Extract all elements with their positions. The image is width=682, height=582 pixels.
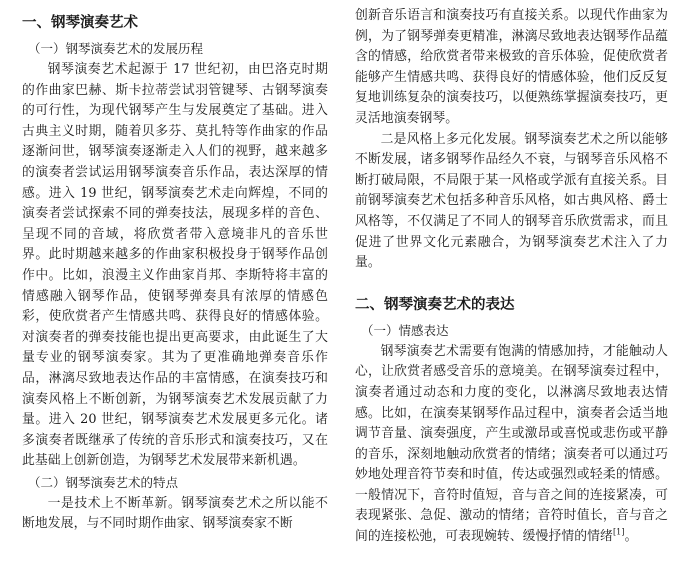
subsection-heading-3: （一）情感表达	[361, 322, 449, 338]
paragraph-features-start: 一是技术上不断革新。钢琴演奏艺术之所以能不断地发展，与不同时期作曲家、钢琴演奏家不断	[22, 495, 328, 532]
paragraph-history: 钢琴演奏艺术起源于 17 世纪初，由巴洛克时期的作曲家巴赫、斯卡拉蒂尝试羽管键琴、古钢琴演奏的可行性，为现代钢琴产生与发展奠定了基础。进入古典主义时期，随着贝多芬、莫扎特等作曲家的作品逐渐问世，钢琴演奏逐渐走入人们的视野，越来越多的演奏者尝试运用钢琴演奏音乐作品，表达深厚的情感。进入 19 世纪，钢琴演奏艺术走向辉煌，不同的演奏者尝试探索不同的弹奏技法，展现多样的音色、呈现不同的音域，将欣赏者带入意境非凡的音乐世界。此时期越来越多的作曲家积极投身于钢琴作品创作中。比如，浪漫主义作曲家肖邦、李斯特将丰富的情感融入钢琴作品，使钢琴弹奏具有浓厚的情感色彩，使欣赏者产生情感共鸣、获得良好的情感体验。对演奏者的弹奏技能也提出更高要求，由此诞生了大量专业的钢琴演奏家。其为了更准确地弹奏音乐作品，淋漓尽致地表达作品的丰富情感，在演奏技巧和演奏风格上不断创新，为钢琴演奏艺术发展贡献了力量。进入 20 世纪，钢琴演奏艺术发展更多元化。诸多演奏者既继承了传统的音乐形式和演奏技巧，又在此基础上创新创造，为钢琴艺术发展带来新机遇。	[22, 62, 328, 469]
right-column	[355, 6, 668, 548]
paragraph-features-cont: 创新音乐语言和演奏技巧有直接关系。以现代作曲家为例，为了钢琴弹奏更精准，淋漓尽致地表达钢琴作品蕴含的情感，给欣赏者带来极致的音乐体验，促使欣赏者能够产生情感共鸣、获得良好的情感体验，他们反反复复地训练复杂的演奏技巧，以便熟练掌握演奏技巧，更灵活地演奏钢琴。	[355, 8, 668, 126]
paragraph-emotion-end: 。	[624, 529, 638, 545]
paragraph-style: 二是风格上多元化发展。钢琴演奏艺术之所以能够不断发展，诸多钢琴作品经久不衰，与钢琴音乐风格不断打破局限，不局限于某一风格或学派有直接关系。目前钢琴演奏艺术包括多种音乐风格，如古典风格、爵士风格等，不仅满足了不同人的钢琴音乐欣赏需求，而且促进了世界文化元素融合，为钢琴演奏艺术注入了力量。	[355, 131, 668, 271]
paragraph-emotion	[355, 342, 668, 548]
section-heading-1: 一、钢琴演奏艺术	[22, 15, 138, 31]
section-heading-2: 二、钢琴演奏艺术的表达	[355, 296, 515, 313]
subsection-heading-2: （二）钢琴演奏艺术的特点	[28, 474, 179, 490]
subsection-heading-1: （一）钢琴演奏艺术的发展历程	[28, 41, 204, 56]
paragraph-emotion-text: 钢琴演奏艺术需要有饱满的情感加持，才能触动人心，让欣赏者感受音乐的意境美。在钢琴演奏过程中，演奏者通过动态和力度的变化，以淋漓尽致地表达情感。比如，在演奏某钢琴作品过程中，演奏者会适当地调节音量、演奏强度，产生或激昂或喜悦或悲伤或平静的音乐，深刻地触动欣赏者的情绪；演奏者可以通过巧妙地处理音符节奏和时值，传达或强烈或轻柔的情感。一般情况下，音符时值短，音与音之间的连接紧凑，可表现紧张、急促、激动的情绪；音符时值长，音与音之间的连接松弛，可表现婉转、缓慢抒情的情绪	[355, 343, 668, 545]
citation-marker: [1]	[612, 527, 625, 537]
left-column	[22, 6, 328, 535]
